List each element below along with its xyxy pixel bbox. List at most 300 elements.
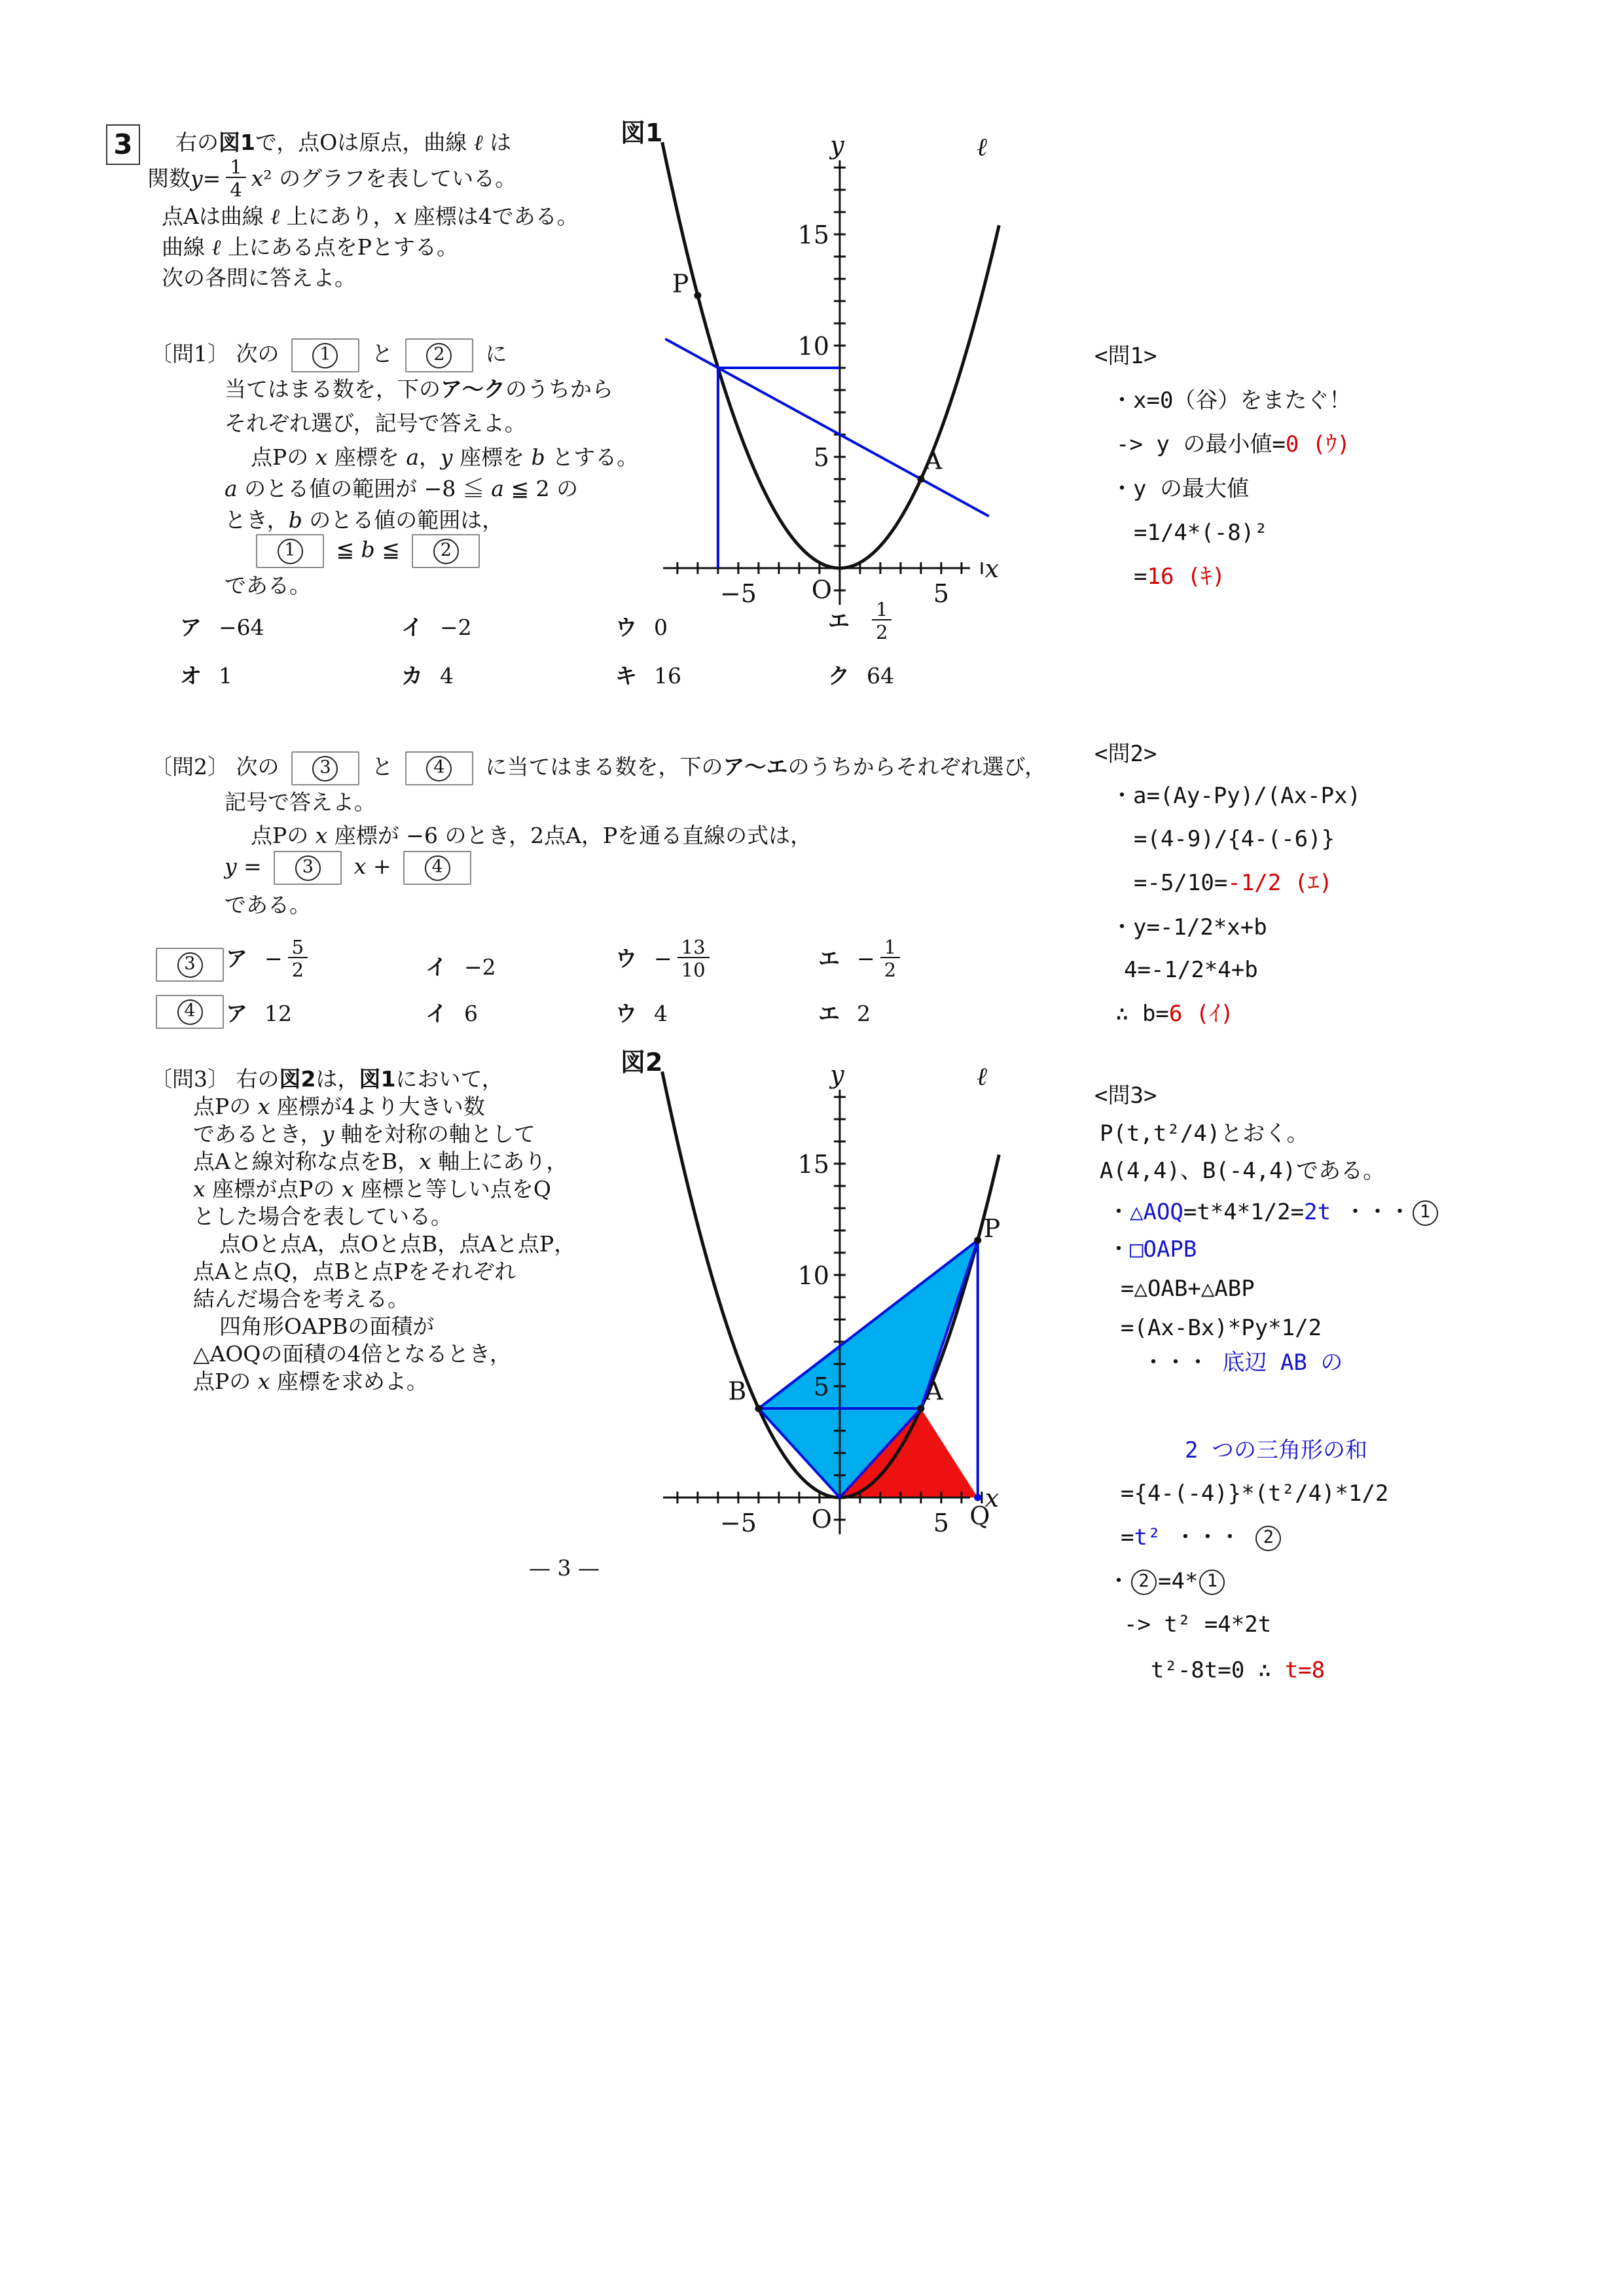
- text-run: 図1: [219, 130, 255, 155]
- text-run: □OAPB: [1130, 1236, 1197, 1263]
- figure-1-title: [621, 118, 662, 149]
- text-run: +: [366, 853, 399, 879]
- text-line: [1124, 1611, 1271, 1639]
- text-run: 座標を: [452, 444, 532, 470]
- text-line: [193, 1368, 428, 1395]
- text-run: x: [353, 853, 367, 879]
- text-run: b: [531, 444, 545, 470]
- text-run: [347, 853, 354, 879]
- text-line: [1111, 475, 1249, 503]
- circled-number: 4: [177, 999, 203, 1025]
- text-run: 次の各問に答えよ。: [162, 265, 356, 291]
- text-line: [226, 937, 313, 980]
- text-line: [193, 1258, 516, 1285]
- answer-blank-box: [405, 338, 473, 372]
- text-run: で，点Oは原点，曲線: [255, 130, 474, 155]
- text-run: 軸上にあり，: [431, 1149, 568, 1174]
- text-run: 1: [219, 663, 232, 689]
- text-run: 図1: [621, 118, 663, 147]
- text-line: [151, 995, 229, 1029]
- text-line: [1108, 1568, 1226, 1596]
- point-label-Q: Q: [969, 1501, 990, 1530]
- problem-number-box: 3: [106, 124, 140, 165]
- circled-number: 1: [1199, 1570, 1225, 1595]
- text-run: P(t,t²/4)とおく。: [1100, 1121, 1309, 1147]
- text-run: <問2>: [1094, 741, 1157, 767]
- text-line: [219, 1313, 434, 1340]
- text-line: [151, 338, 507, 372]
- text-run: ク: [828, 663, 850, 689]
- text-run: a: [225, 476, 238, 501]
- point-label-B: B: [728, 1376, 747, 1406]
- text-run: イ: [401, 615, 423, 640]
- text-run: <問3>: [1094, 1083, 1157, 1109]
- text-run: 2: [857, 1001, 871, 1026]
- text-run: y: [225, 853, 237, 879]
- text-run: −: [857, 946, 875, 972]
- point-B: [755, 1405, 762, 1412]
- text-line: [1111, 782, 1361, 810]
- text-run: 記号で答えよ。: [225, 789, 376, 815]
- text-run: 16: [654, 663, 681, 689]
- text-run: において，: [395, 1066, 503, 1092]
- text-run: 結んだ場合を考える。: [193, 1286, 409, 1312]
- text-run: ・: [1108, 1568, 1130, 1594]
- text-run: は: [482, 130, 512, 155]
- text-run: のうちからそれぞれ選び，: [787, 754, 1047, 780]
- text-run: x: [251, 166, 264, 192]
- text-run: -> y の最小値=: [1116, 431, 1286, 457]
- text-run: =t*4*1/2=: [1183, 1199, 1305, 1225]
- text-line: [1151, 1657, 1325, 1685]
- note-q1-heading: [1094, 342, 1157, 370]
- text-run: t²-8t=0 ∴: [1151, 1657, 1285, 1683]
- answer-blank-box: [156, 948, 224, 982]
- text-line: [1111, 914, 1267, 942]
- text-run: a: [406, 444, 419, 470]
- text-run: 〔問2〕 次の: [151, 754, 286, 780]
- text-line: [1121, 1524, 1282, 1552]
- x-tick-label: 5: [933, 1509, 949, 1537]
- text-run: とした場合を表している。: [193, 1204, 452, 1229]
- text-run: 図1: [359, 1066, 396, 1092]
- text-line: [162, 203, 579, 230]
- text-line: [401, 614, 472, 641]
- text-run: −: [264, 946, 283, 972]
- origin-label: O: [811, 1505, 832, 1534]
- text-run: とき，: [225, 507, 289, 533]
- text-line: [193, 1340, 511, 1367]
- x-tick-label: −5: [719, 1509, 757, 1537]
- text-run: △AOQ: [1130, 1199, 1183, 1225]
- text-run: — 3 —: [529, 1555, 600, 1581]
- text-run: y: [190, 166, 203, 192]
- text-run: ・a=(Ay-Py)/(Ax-Px): [1111, 783, 1361, 809]
- answer-blank-box: [291, 338, 359, 372]
- text-run: ア: [226, 946, 247, 972]
- text-run: −64: [219, 615, 264, 640]
- text-run: ≦: [329, 537, 361, 562]
- text-run: 2 つの三角形の和: [1185, 1437, 1367, 1463]
- text-run: エ: [828, 608, 850, 634]
- text-run: ≦ 2 の: [503, 476, 579, 501]
- text-line: [162, 234, 458, 260]
- text-line: [225, 891, 311, 918]
- text-run: t²: [1134, 1524, 1161, 1551]
- text-run: ² のグラフを表している。: [263, 166, 517, 192]
- text-line: [1108, 1198, 1439, 1227]
- text-run: <問1>: [1094, 343, 1157, 369]
- text-line: [251, 444, 638, 471]
- text-run: 6: [464, 1001, 478, 1026]
- text-run: ア～ク: [441, 376, 505, 402]
- text-run: 4=-1/2*4+b: [1124, 957, 1258, 983]
- point-A: [917, 476, 924, 483]
- circled-number: 2: [426, 343, 452, 368]
- text-run: ・: [1108, 1199, 1130, 1225]
- text-line: [1100, 1157, 1385, 1185]
- text-run: 〔問3〕 右の: [151, 1066, 280, 1092]
- text-run: x: [193, 1176, 206, 1202]
- text-line: [1116, 431, 1350, 459]
- figure-2-title: [621, 1047, 662, 1079]
- text-line: [225, 475, 578, 502]
- text-run: =: [1134, 564, 1147, 590]
- text-run: =: [202, 166, 221, 192]
- text-run: x: [257, 1369, 270, 1394]
- text-run: それぞれ選び，記号で答えよ。: [225, 410, 526, 436]
- text-line: [151, 751, 1046, 785]
- y-axis-label: y: [830, 1060, 844, 1089]
- text-run: x: [419, 1149, 431, 1174]
- point-label-A: A: [924, 446, 943, 475]
- text-line: [193, 1203, 452, 1230]
- text-line: [193, 1093, 485, 1120]
- text-run: 軸を対称の軸として: [334, 1121, 535, 1147]
- text-run: 点Pの: [193, 1369, 258, 1394]
- text-run: のとる値の範囲が −8 ≦: [237, 476, 492, 501]
- text-run: 点Aと点Q，点Bと点Pをそれぞれ: [193, 1259, 516, 1284]
- text-run: ℓ: [211, 234, 221, 260]
- text-line: [180, 614, 264, 641]
- text-line: [162, 264, 356, 291]
- text-run: =: [1121, 1524, 1134, 1551]
- text-run: ={4-(-4)}*(t²/4)*1/2: [1121, 1480, 1389, 1507]
- x-axis-label: x: [984, 554, 999, 583]
- text-line: [818, 1000, 871, 1027]
- text-line: [225, 789, 376, 816]
- text-run: A(4,4)、B(-4,4)である。: [1100, 1158, 1386, 1184]
- text-run: −2: [464, 954, 496, 980]
- text-run: a: [491, 476, 504, 501]
- text-line: [1134, 519, 1268, 547]
- y-tick-label: 5: [813, 1372, 829, 1401]
- circled-number: 3: [295, 855, 321, 881]
- text-run: 点Pの: [251, 444, 316, 470]
- text-run: 関数: [147, 166, 190, 192]
- text-run: である。: [225, 573, 311, 598]
- curve-label: ℓ: [976, 1062, 987, 1091]
- text-line: [180, 662, 232, 689]
- text-run: 4: [440, 663, 454, 689]
- text-run: ・x=0（谷）をまたぐ！: [1111, 387, 1352, 414]
- text-run: ≦: [374, 537, 407, 562]
- text-run: -1/2 (ｴ): [1227, 870, 1333, 896]
- text-run: x: [315, 823, 328, 848]
- fraction: $\frac{1}{2}$: [872, 600, 892, 643]
- text-run: のうちから: [505, 376, 613, 402]
- text-run: =(Ax-Bx)*Py*1/2: [1121, 1315, 1322, 1341]
- text-run: 0: [654, 615, 668, 640]
- text-line: [219, 1230, 575, 1257]
- text-line: [818, 937, 905, 980]
- y-tick-label: 10: [797, 1261, 829, 1290]
- y-tick-label: 5: [813, 443, 829, 472]
- y-axis-label: y: [830, 131, 844, 160]
- text-run: 図2: [279, 1066, 316, 1092]
- figure-2-graph: [659, 1060, 1001, 1540]
- text-run: =△OAB+△ABP: [1121, 1276, 1255, 1302]
- text-run: ア: [226, 1001, 247, 1026]
- text-line: [225, 572, 311, 599]
- point-label-A: A: [925, 1376, 943, 1406]
- text-run: ・・・: [1142, 1350, 1223, 1376]
- text-run: −2: [440, 615, 472, 640]
- point-label-P: P: [983, 1214, 1001, 1244]
- text-line: [225, 410, 526, 437]
- point-A: [917, 1405, 924, 1412]
- circled-number: 2: [1131, 1570, 1157, 1595]
- text-run: b: [361, 537, 375, 562]
- text-line: [425, 1000, 478, 1027]
- text-run: と: [364, 341, 400, 367]
- circled-number: 3: [177, 952, 203, 978]
- text-line: [175, 129, 511, 156]
- page-number: [529, 1554, 600, 1581]
- fraction: $\frac{1}{2}$: [880, 937, 900, 980]
- text-run: =(4-9)/{4-(-6)}: [1134, 826, 1335, 852]
- text-run: 座標を: [327, 444, 406, 470]
- text-run: t=8: [1284, 1657, 1326, 1683]
- text-run: x: [315, 444, 328, 470]
- y-tick-label: 10: [797, 332, 829, 361]
- text-run: 図2: [621, 1048, 663, 1077]
- text-line: [1185, 1437, 1367, 1465]
- text-run: イ: [425, 954, 447, 980]
- answer-blank-box: [412, 534, 480, 568]
- text-line: [226, 1000, 292, 1027]
- text-run: と: [364, 754, 400, 780]
- text-run: 四角形OAPBの面積が: [219, 1314, 435, 1339]
- text-run: =-5/10=: [1134, 870, 1228, 896]
- text-run: x: [394, 204, 407, 229]
- text-line: [615, 614, 668, 641]
- text-run: ℓ: [473, 130, 483, 155]
- text-run: 座標が点Pの: [205, 1176, 342, 1202]
- text-run: とする。: [545, 444, 639, 470]
- text-line: [251, 534, 485, 568]
- text-run: 座標と等しい点をQ: [353, 1176, 551, 1202]
- answer-blank-box: [156, 995, 224, 1029]
- text-run: カ: [401, 663, 423, 689]
- text-line: [225, 507, 503, 533]
- text-run: エ: [818, 1001, 840, 1026]
- text-run: 上にあり，: [280, 204, 395, 229]
- text-line: [151, 948, 229, 982]
- text-run: y: [441, 444, 453, 470]
- text-line: [251, 822, 812, 849]
- answer-blank-box: [403, 851, 471, 885]
- text-line: [1134, 563, 1225, 591]
- text-run: 底辺 AB の: [1222, 1350, 1343, 1376]
- circled-number: 3: [312, 756, 338, 781]
- text-run: ウ: [615, 615, 637, 640]
- text-run: 座標が −6 のとき，2点A，Pを通る直線の式は，: [327, 823, 812, 848]
- text-line: [1124, 956, 1258, 984]
- parabola-curve: [662, 142, 1000, 568]
- note-q2-heading: [1094, 740, 1157, 768]
- origin-label: O: [811, 575, 832, 604]
- text-run: ア～エ: [723, 754, 788, 780]
- text-run: 当てはまる数を，下の: [225, 376, 441, 402]
- point-P: [974, 1236, 981, 1244]
- text-line: [615, 937, 715, 980]
- text-line: [828, 662, 894, 689]
- text-line: [615, 662, 681, 689]
- text-run: オ: [180, 663, 202, 689]
- text-run: ℓ: [270, 204, 280, 229]
- text-run: 点Aと線対称な点をB，: [193, 1149, 420, 1174]
- text-line: [1121, 1480, 1388, 1508]
- text-run: 64: [867, 663, 894, 689]
- circled-number: 2: [1255, 1526, 1281, 1551]
- text-run: に当てはまる数を，下の: [478, 754, 723, 780]
- text-run: であるとき，: [193, 1121, 322, 1147]
- text-line: [147, 157, 516, 200]
- text-run: ア: [180, 615, 202, 640]
- text-run: ・: [1108, 1236, 1130, 1263]
- text-run: ウ: [615, 946, 637, 972]
- fraction: $\frac{5}{2}$: [288, 937, 308, 980]
- text-run: −: [654, 946, 672, 972]
- answer-blank-box: [291, 751, 359, 785]
- text-run: ・y の最大値: [1111, 476, 1249, 502]
- circled-number: 4: [426, 756, 452, 781]
- text-run: 2t: [1304, 1199, 1331, 1225]
- text-line: [1111, 387, 1351, 415]
- answer-blank-box: [274, 851, 342, 885]
- point-Q: [974, 1494, 981, 1501]
- circled-number: 1: [1413, 1200, 1438, 1226]
- circled-number: 1: [278, 539, 303, 564]
- text-run: 4: [654, 1001, 668, 1026]
- note-q3-heading: [1094, 1082, 1157, 1110]
- figure-1-graph: [659, 131, 1000, 611]
- text-run: b: [288, 507, 302, 533]
- text-line: [151, 1066, 503, 1092]
- text-run: =1/4*(-8)²: [1134, 520, 1268, 546]
- text-line: [225, 376, 613, 403]
- text-run: y: [321, 1121, 334, 1147]
- text-run: 点Aは曲線: [162, 204, 271, 229]
- text-run: x: [341, 1176, 354, 1202]
- text-run: 16 (ｷ): [1147, 564, 1225, 590]
- text-run: x: [257, 1094, 270, 1119]
- text-line: [1134, 869, 1333, 897]
- text-run: のとる値の範囲は，: [302, 507, 504, 533]
- text-line: [225, 851, 477, 885]
- point-P: [694, 292, 701, 299]
- text-run: 座標を求めよ。: [270, 1369, 428, 1394]
- text-run: 〔問1〕 次の: [151, 341, 286, 367]
- text-run: である。: [225, 892, 311, 918]
- text-line: [1121, 1314, 1322, 1342]
- text-line: [1100, 1120, 1309, 1148]
- text-run: 0 (ｳ): [1285, 431, 1350, 457]
- text-run: イ: [425, 1001, 447, 1026]
- text-line: [193, 1285, 409, 1312]
- answer-blank-box: [405, 751, 473, 785]
- text-line: [193, 1148, 568, 1175]
- text-run: -> t² =4*2t: [1124, 1611, 1272, 1638]
- point-label-P: P: [672, 269, 689, 298]
- text-run: ∴ b=: [1115, 1001, 1169, 1027]
- text-run: ・・・: [1161, 1524, 1255, 1551]
- circled-number: 2: [433, 539, 459, 564]
- text-line: [1115, 1000, 1234, 1028]
- x-axis-label: x: [984, 1484, 999, 1513]
- text-line: [1108, 1236, 1197, 1264]
- text-line: [425, 954, 496, 980]
- text-run: ・・・: [1331, 1199, 1411, 1225]
- text-line: [193, 1175, 551, 1202]
- text-run: 座標が4より大きい数: [270, 1094, 485, 1119]
- text-line: [193, 1121, 535, 1147]
- text-run: 6 (ｲ): [1168, 1001, 1234, 1027]
- fraction: $\frac{13}{10}$: [677, 937, 710, 980]
- text-run: キ: [615, 663, 637, 689]
- text-run: に: [478, 341, 507, 367]
- text-run: ・y=-1/2*x+b: [1111, 914, 1267, 941]
- text-run: ウ: [615, 1001, 637, 1026]
- curve-label: ℓ: [976, 132, 987, 162]
- text-run: 上にある点をPとする。: [221, 234, 458, 260]
- text-run: 点Pの: [193, 1094, 258, 1119]
- text-run: =: [236, 853, 269, 879]
- x-tick-label: −5: [719, 579, 757, 608]
- x-tick-label: 5: [933, 579, 949, 608]
- circled-number: 1: [312, 343, 338, 368]
- text-line: [1121, 1275, 1255, 1303]
- answer-blank-box: [256, 534, 324, 568]
- text-run: 点Pの: [251, 823, 316, 848]
- text-line: [401, 662, 454, 689]
- text-run: 曲線: [162, 234, 212, 260]
- text-run: 点Oと点A，点Oと点B，点Aと点P，: [219, 1231, 576, 1257]
- text-run: は，: [316, 1066, 359, 1092]
- y-tick-label: 15: [797, 221, 829, 249]
- fraction: $\frac{1}{4}$: [226, 157, 245, 200]
- y-tick-label: 15: [797, 1150, 829, 1179]
- circled-number: 4: [425, 855, 450, 881]
- text-run: =4*: [1158, 1568, 1199, 1594]
- text-line: [1142, 1349, 1343, 1377]
- text-run: 12: [264, 1001, 292, 1026]
- text-run: △AOQの面積の4倍となるとき，: [193, 1341, 511, 1367]
- text-line: [1134, 825, 1335, 853]
- text-run: エ: [818, 946, 840, 972]
- text-line: [615, 1000, 668, 1027]
